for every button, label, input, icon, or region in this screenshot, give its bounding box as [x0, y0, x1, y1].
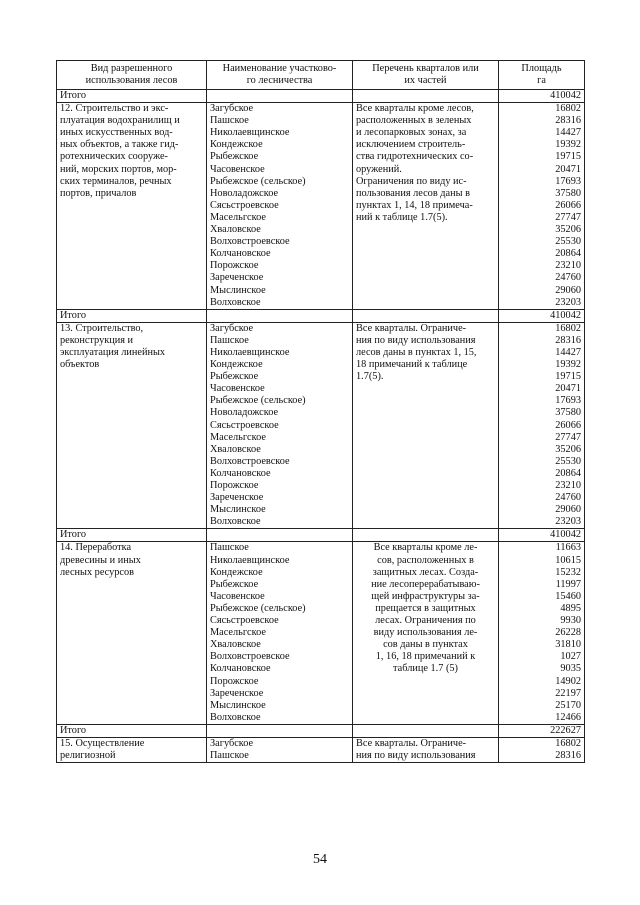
- area-value: 10615: [555, 554, 581, 566]
- area-value: 19715: [555, 151, 581, 163]
- quarters-text-line: защитных лесах. Созда-: [372, 566, 479, 578]
- total-label: Итого: [57, 529, 207, 542]
- area-value: 27747: [555, 431, 581, 443]
- table-row: [57, 103, 585, 310]
- quarters-text-line: Ограничения по виду ис-: [356, 175, 467, 187]
- total-label: Итого: [57, 90, 207, 103]
- forestry-name: Порожское: [210, 675, 259, 687]
- quarters-text-line: сов даны в пунктах: [383, 639, 468, 651]
- area-value: 26228: [555, 627, 581, 639]
- quarters-text-line: 18 примечаний к таблице: [356, 359, 468, 371]
- table-row: [57, 737, 585, 762]
- forestry-name: Сясьстроевское: [210, 419, 279, 431]
- area-value: 19392: [555, 359, 581, 371]
- forestry-name: Часовенское: [210, 383, 265, 395]
- forestry-name: Николаевщинское: [210, 346, 290, 358]
- area-value: 12466: [555, 711, 581, 723]
- forestry-name: Зареченское: [210, 687, 264, 699]
- forestry-name: Масельгское: [210, 627, 266, 639]
- use-type-line: 13. Строительство,: [60, 322, 144, 334]
- table-header-row: [57, 61, 585, 90]
- forestry-name: Новоладожское: [210, 407, 279, 419]
- forestry-name: Кондежское: [210, 139, 263, 151]
- area-value: 14427: [555, 346, 581, 358]
- use-type-line: лесных ресурсов: [60, 566, 134, 578]
- area-value: 26066: [555, 419, 581, 431]
- area-value: 17693: [555, 395, 581, 407]
- quarters-text-line: пунктах 1, 14, 18 примеча-: [356, 199, 473, 211]
- use-type-line: 12. Строительство и экс-: [60, 103, 169, 115]
- forestry-name: Волховстроевское: [210, 236, 290, 248]
- forestry-name: Масельгское: [210, 431, 266, 443]
- use-type-cell: [57, 542, 207, 724]
- total-value: 222627: [499, 724, 585, 737]
- area-value: 25530: [555, 236, 581, 248]
- forestry-name: Колчановское: [210, 663, 271, 675]
- forestry-name: Загубское: [210, 322, 254, 334]
- forestry-list-cell: [207, 542, 353, 724]
- total-label: Итого: [57, 309, 207, 322]
- total-row: [57, 529, 585, 542]
- forestry-list-cell: [207, 103, 353, 310]
- header-quarters-list: Перечень кварталов или их частей: [353, 61, 499, 90]
- use-type-line: ротехнических сооруже-: [60, 151, 168, 163]
- forestry-name: Пашское: [210, 115, 249, 127]
- total-value: 410042: [499, 529, 585, 542]
- forestry-name: Колчановское: [210, 248, 271, 260]
- area-value: 16802: [555, 322, 581, 334]
- forestry-name: Кондежское: [210, 566, 263, 578]
- total-value: 410042: [499, 90, 585, 103]
- header-forestry-name: Наименование участково- го лесничества: [207, 61, 353, 90]
- quarters-text-line: щей инфраструктуры за-: [371, 590, 480, 602]
- area-value: 35206: [555, 443, 581, 455]
- area-list-cell: [499, 542, 585, 724]
- forestry-name: Зареченское: [210, 272, 264, 284]
- total-row: [57, 309, 585, 322]
- area-value: 24760: [555, 492, 581, 504]
- forestry-name: Рыбежское (сельское): [210, 175, 306, 187]
- forestry-name: Хваловское: [210, 443, 261, 455]
- page-number: 54: [313, 852, 327, 867]
- use-type-cell: [57, 322, 207, 529]
- forestry-name: Пашское: [210, 542, 249, 554]
- forestry-name: Сясьстроевское: [210, 199, 279, 211]
- area-value: 9035: [560, 663, 581, 675]
- use-type-line: иных искусственных вод-: [60, 127, 173, 139]
- forestry-name: Хваловское: [210, 639, 261, 651]
- area-list-cell: [499, 322, 585, 529]
- area-value: 23210: [555, 260, 581, 272]
- forestry-list-cell: [207, 322, 353, 529]
- quarters-text-line: ния по виду использования: [356, 750, 476, 762]
- area-value: 4895: [560, 602, 581, 614]
- quarters-text-line: исключением строитель-: [356, 139, 466, 151]
- area-value: 16802: [555, 103, 581, 115]
- area-value: 11997: [555, 578, 581, 590]
- area-value: 26066: [555, 199, 581, 211]
- area-list-cell: [499, 737, 585, 762]
- total-row: [57, 90, 585, 103]
- forestry-name: Загубское: [210, 737, 254, 749]
- area-value: 14427: [555, 127, 581, 139]
- forestry-name: Масельгское: [210, 211, 266, 223]
- area-value: 31810: [555, 639, 581, 651]
- table-row: [57, 322, 585, 529]
- quarters-text-line: Все кварталы кроме ле-: [373, 542, 478, 554]
- use-type-line: древесины и иных: [60, 554, 141, 566]
- use-type-line: 14. Переработка: [60, 542, 132, 554]
- area-value: 20471: [555, 163, 581, 175]
- forestry-name: Волховское: [210, 296, 261, 308]
- quarters-text-line: оружений.: [356, 163, 402, 175]
- area-value: 22197: [555, 687, 581, 699]
- area-value: 1027: [560, 651, 581, 663]
- forest-use-table: [56, 60, 585, 763]
- quarters-text-line: ства гидротехнических со-: [356, 151, 474, 163]
- total-label: Итого: [57, 724, 207, 737]
- forestry-name: Рыбежское (сельское): [210, 395, 306, 407]
- quarters-text-line: Все кварталы. Ограниче-: [356, 737, 467, 749]
- area-value: 28316: [555, 750, 581, 762]
- forestry-name: Колчановское: [210, 467, 271, 479]
- use-type-line: ских терминалов, речных: [60, 175, 172, 187]
- use-type-cell: [57, 737, 207, 762]
- quarters-text-line: и лесопарковых зонах, за: [356, 127, 467, 139]
- forestry-list-cell: [207, 737, 353, 762]
- quarters-text-line: 1, 16, 18 примечаний к: [375, 651, 476, 663]
- forestry-name: Хваловское: [210, 224, 261, 236]
- forestry-name: Рыбежское: [210, 578, 259, 590]
- quarters-cell: [353, 737, 499, 762]
- forestry-name: Рыбежское: [210, 151, 259, 163]
- area-value: 11663: [555, 542, 581, 554]
- quarters-text-line: Все кварталы кроме лесов,: [356, 103, 474, 115]
- total-row: [57, 724, 585, 737]
- forestry-name: Часовенское: [210, 590, 265, 602]
- forestry-name: Николаевщинское: [210, 554, 290, 566]
- use-type-line: религиозной: [60, 750, 116, 762]
- forestry-name: Волховстроевское: [210, 651, 290, 663]
- use-type-line: 15. Осуществление: [60, 737, 145, 749]
- forestry-name: Зареченское: [210, 492, 264, 504]
- use-type-line: плуатация водохранилищ и: [60, 115, 180, 127]
- forestry-name: Пашское: [210, 334, 249, 346]
- area-value: 25170: [555, 699, 581, 711]
- area-value: 37580: [555, 187, 581, 199]
- area-value: 23203: [555, 296, 581, 308]
- forestry-name: Пашское: [210, 750, 249, 762]
- quarters-text-line: лесах. Ограничения по: [375, 615, 476, 627]
- quarters-cell: [353, 322, 499, 529]
- area-value: 19715: [555, 371, 581, 383]
- area-value: 14902: [555, 675, 581, 687]
- area-value: 20864: [555, 248, 581, 260]
- quarters-text-line: расположенных в зеленых: [356, 115, 472, 127]
- forestry-name: Николаевщинское: [210, 127, 290, 139]
- area-value: 19392: [555, 139, 581, 151]
- area-value: 28316: [555, 334, 581, 346]
- quarters-text-line: прещается в защитных: [375, 602, 476, 614]
- quarters-text-line: ния по виду использования: [356, 334, 476, 346]
- forestry-name: Порожское: [210, 480, 259, 491]
- quarters-cell: [353, 103, 499, 310]
- quarters-text-line: 1.7(5).: [356, 371, 384, 383]
- quarters-text-line: сов, расположенных в: [377, 554, 474, 566]
- total-value: 410042: [499, 309, 585, 322]
- area-value: 17693: [555, 175, 581, 187]
- table-row: [57, 542, 585, 724]
- forestry-name: Рыбежское (сельское): [210, 602, 306, 614]
- use-type-line: ний, морских портов, мор-: [60, 163, 177, 175]
- header-use-type: Вид разрешенного использования лесов: [57, 61, 207, 90]
- forestry-name: Сясьстроевское: [210, 615, 279, 627]
- header-area: Площадь га: [499, 61, 585, 90]
- use-type-cell: [57, 103, 207, 310]
- forestry-name: Мыслинское: [210, 699, 266, 711]
- forestry-name: Новоладожское: [210, 187, 279, 199]
- area-value: 37580: [555, 407, 581, 419]
- forestry-name: Загубское: [210, 103, 254, 115]
- quarters-text-line: Все кварталы. Ограниче-: [356, 322, 467, 334]
- forestry-name: Мыслинское: [210, 284, 266, 296]
- forestry-name: Волховское: [210, 711, 261, 723]
- quarters-text-line: лесов даны в пунктах 1, 15,: [356, 346, 477, 358]
- use-type-line: объектов: [60, 359, 100, 371]
- area-value: 20471: [555, 383, 581, 395]
- use-type-line: эксплуатация линейных: [60, 346, 166, 358]
- forestry-name: Кондежское: [210, 359, 263, 371]
- quarters-cell: [353, 542, 499, 724]
- forestry-name: Волховское: [210, 516, 261, 528]
- area-value: 27747: [555, 211, 581, 223]
- area-value: 23203: [555, 516, 581, 528]
- forestry-name: Часовенское: [210, 163, 265, 175]
- use-type-line: портов, причалов: [60, 187, 137, 199]
- area-list-cell: [499, 103, 585, 310]
- area-value: 15460: [555, 590, 581, 602]
- use-type-line: ных объектов, а также гид-: [60, 139, 179, 151]
- area-value: 24760: [555, 272, 581, 284]
- quarters-text-line: таблице 1.7 (5): [393, 663, 458, 675]
- area-value: 29060: [555, 284, 581, 296]
- forestry-name: Мыслинское: [210, 504, 266, 516]
- area-value: 9930: [560, 615, 581, 627]
- area-value: 29060: [555, 504, 581, 516]
- area-value: 28316: [555, 115, 581, 127]
- forestry-name: Рыбежское: [210, 371, 259, 383]
- area-value: 20864: [555, 467, 581, 479]
- quarters-text-line: виду использования ле-: [373, 627, 478, 639]
- area-value: 15232: [555, 566, 581, 578]
- quarters-text-line: ний к таблице 1.7(5).: [356, 211, 448, 223]
- area-value: 16802: [555, 737, 581, 749]
- quarters-text-line: пользования лесов даны в: [356, 187, 470, 199]
- use-type-line: реконструкция и: [60, 334, 134, 346]
- forestry-name: Порожское: [210, 260, 259, 272]
- area-value: 25530: [555, 455, 581, 467]
- quarters-text-line: ние лесоперерабатываю-: [371, 578, 480, 590]
- area-value: 35206: [555, 224, 581, 236]
- forestry-name: Волховстроевское: [210, 455, 290, 467]
- area-value: 23210: [555, 480, 581, 491]
